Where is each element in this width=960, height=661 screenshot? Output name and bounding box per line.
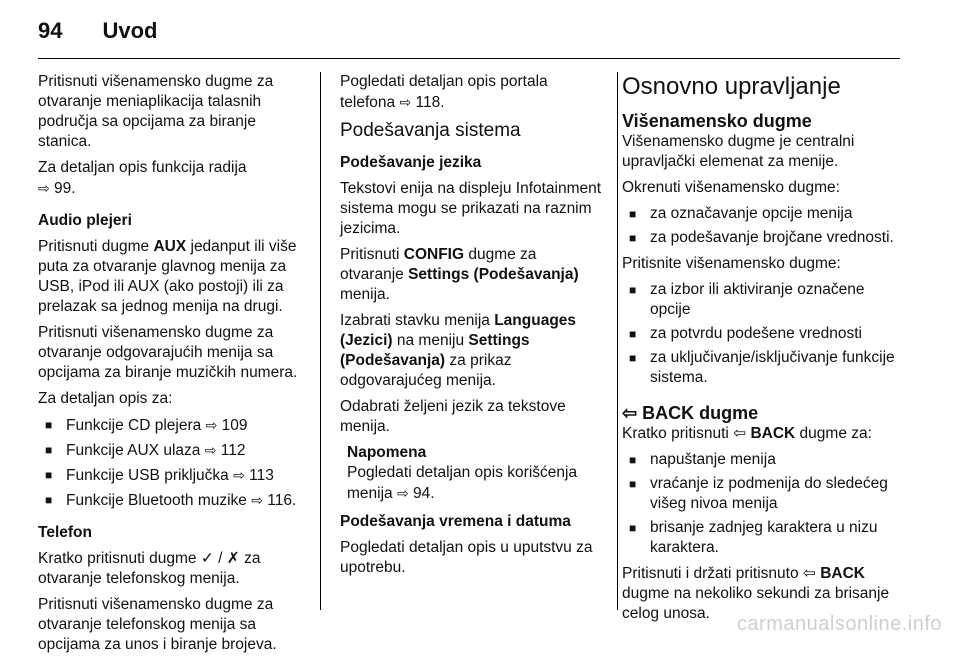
language-paragraph-1: Tekstovi enija na displeju Infotainment sistema mogu se prikazati na raznim jezicima. <box>340 180 602 237</box>
page-header <box>38 18 157 48</box>
back-arrow-icon: ⇦ <box>802 565 816 582</box>
turn-list <box>622 204 902 248</box>
column-2 <box>340 72 604 584</box>
column-1 <box>38 72 302 661</box>
time-date-paragraph: Pogledati detaljan opis u uputstvu za upotrebu. <box>340 539 593 576</box>
language-paragraph-2: Pritisnuti CONFIG dugme za otvaranje Settings (Podešavanja) menija. <box>340 246 579 303</box>
back-paragraph-2: Pritisnuti i držati pritisnuto ⇦ BACK dugme na nekoliko sekundi za brisanje celog unosa. <box>622 565 890 622</box>
phone-heading: Telefon <box>38 524 92 541</box>
list-item: ■ Funkcije AUX ulaza ⇨ 112 <box>38 440 302 461</box>
multifunction-paragraph-1: Višenamensko dugme je centralni upravljački elemenat za menije. <box>622 133 855 170</box>
language-paragraph-4: Odabrati željeni jezik za tekstove menija. <box>340 398 566 435</box>
list-item: ■ vraćanje iz podmenija do sledećeg višeg nivoa menija <box>622 474 902 514</box>
watermark: carmanualsonline.info <box>736 613 942 635</box>
phone-paragraph-2: Pritisnuti višenamensko dugme za otvaranje telefonskog menija sa opcijama za unos i biranje brojeva. <box>38 596 277 653</box>
note-text: Pogledati detaljan opis korišćenja menija ⇨ 94. <box>347 464 578 502</box>
back-arrow-icon: ⇦ <box>733 425 747 442</box>
list-item: ■ napuštanje menija <box>622 450 902 470</box>
list-item: ■ Funkcije Bluetooth muzike ⇨ 116. <box>38 490 302 511</box>
page-ref-icon: ⇨ <box>399 94 412 110</box>
aux-label: AUX <box>153 238 187 255</box>
multifunction-paragraph-3: Pritisnite višenamensko dugme: <box>622 255 841 272</box>
multifunction-paragraph-2: Okrenuti višenamensko dugme: <box>622 179 840 196</box>
page-ref-icon: ⇨ <box>204 442 217 458</box>
audio-paragraph-3: Za detaljan opis za: <box>38 390 173 407</box>
page-ref-icon: ⇨ <box>38 180 50 196</box>
press-list <box>622 280 902 388</box>
list-item: ■ za podešavanje brojčane vrednosti. <box>622 228 902 248</box>
list-item: ■ za uključivanje/isključivanje funkcije sistema. <box>622 348 902 388</box>
note-title: Napomena <box>347 444 427 461</box>
header-rule <box>38 58 900 59</box>
audio-heading: Audio plejeri <box>38 212 132 229</box>
phone-paragraph-1: Kratko pritisnuti dugme ✓ / ✗ za otvaranje telefonskog menija. <box>38 550 261 587</box>
language-paragraph-3: Izabrati stavku menija Languages (Jezici) na meniju Settings (Podešavanja) za prikaz odgovarajućeg menija. <box>340 312 577 389</box>
list-item: ■ za izbor ili aktiviranje označene opcije <box>622 280 902 320</box>
column-divider-2 <box>617 72 618 610</box>
list-item: ■ Funkcije CD plejera ⇨ 109 <box>38 415 302 436</box>
list-item: ■ za potvrdu podešene vrednosti <box>622 324 902 344</box>
back-arrow-icon: ⇦ <box>622 403 638 423</box>
phone-icon: ✓ / ✗ <box>200 550 240 567</box>
time-date-heading: Podešavanja vremena i datuma <box>340 513 571 530</box>
page-ref-icon: ⇨ <box>205 417 218 433</box>
page-ref-icon: ⇨ <box>233 467 245 483</box>
page-ref-icon: ⇨ <box>251 492 263 508</box>
column-divider-1 <box>320 72 321 610</box>
audio-paragraph-1: Pritisnuti dugme AUX jedanput ili više puta za otvaranje glavnog menija za USB, iPod ili AUX (ako postoji) ili za prelazak sa jednog menija na drugi. <box>38 238 297 315</box>
list-item: ■ Funkcije USB priključka ⇨ 113 <box>38 465 302 486</box>
section-title: Osnovno upravljanje <box>622 73 841 100</box>
multifunction-heading: Višenamensko dugme <box>622 111 812 131</box>
system-settings-heading: Podešavanja sistema <box>340 120 521 141</box>
language-heading: Podešavanje jezika <box>340 154 482 171</box>
back-paragraph-1: Kratko pritisnuti ⇦ BACK dugme za: <box>622 425 872 442</box>
page-number: 94 <box>38 18 63 43</box>
audio-paragraph-2: Pritisnuti višenamensko dugme za otvaranje odgovarajućih menija sa opcijama za biranje muzičkih numera. <box>38 324 298 381</box>
column-3 <box>622 72 902 630</box>
radio-paragraph: Pritisnuti višenamensko dugme za otvaranje meniaplikacija talasnih područja sa opcijama za biranje stanica. <box>38 73 274 150</box>
chapter-title: Uvod <box>102 18 158 43</box>
phone-portal-ref: Pogledati detaljan opis portala telefona ⇨ 118. <box>340 73 548 111</box>
page-ref: 99. <box>54 180 76 197</box>
note-box <box>340 443 604 504</box>
list-item: ■ za označavanje opcije menija <box>622 204 902 224</box>
radio-ref-paragraph: Za detaljan opis funkcija radija ⇨ 99. <box>38 159 247 197</box>
page-ref-icon: ⇨ <box>396 485 409 501</box>
back-list <box>622 450 902 558</box>
audio-list <box>38 415 302 511</box>
list-item: ■ brisanje zadnjeg karaktera u nizu karaktera. <box>622 518 902 558</box>
back-heading: ⇦ BACK dugme <box>622 403 759 423</box>
